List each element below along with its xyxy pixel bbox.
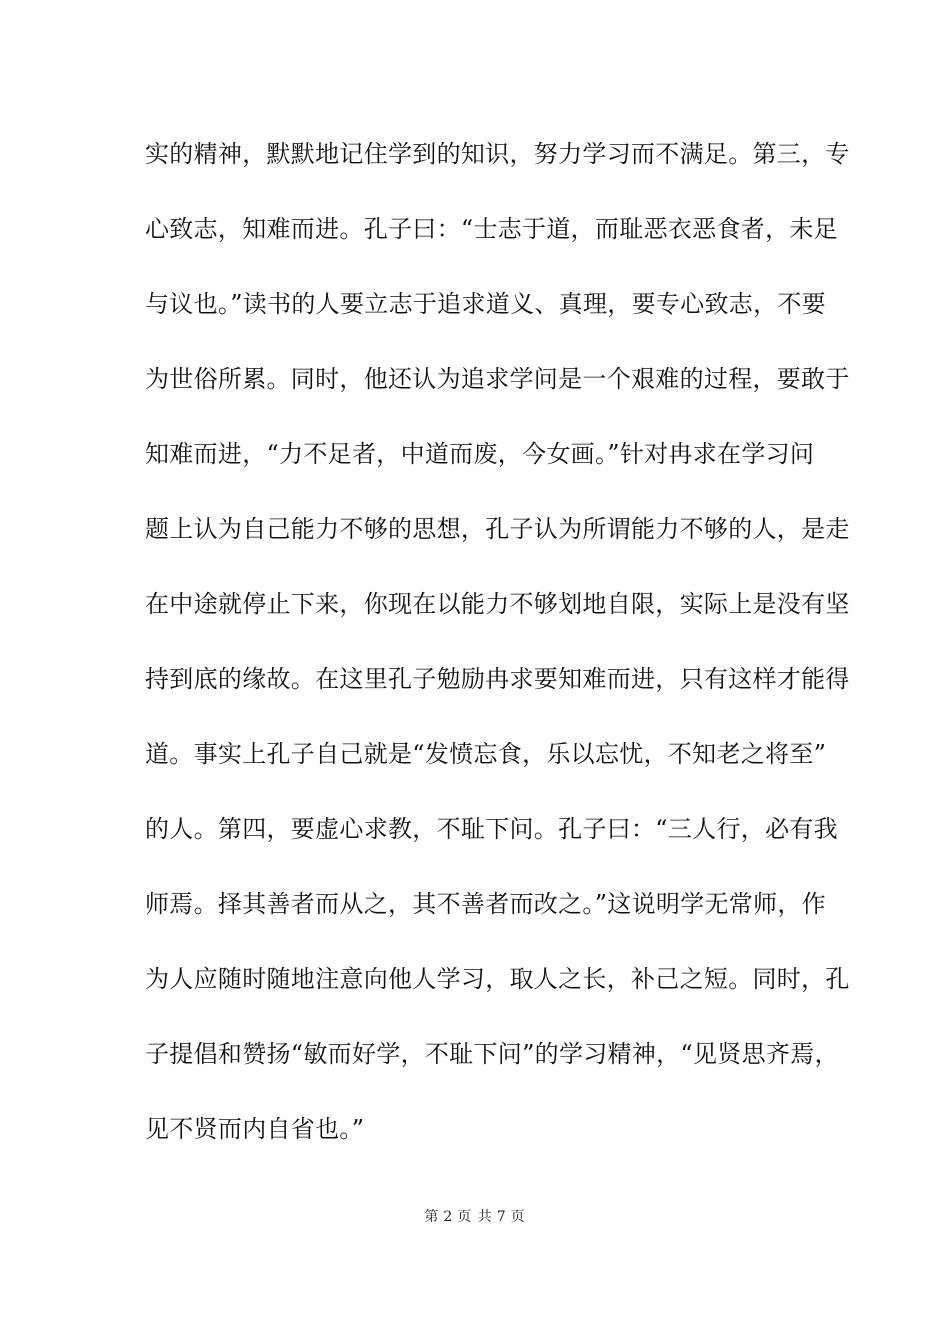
body-line-7: 在中途就停止下来，你现在以能力不够划地自限，实际上是没有坚: [145, 590, 850, 618]
footer-current-page: 2: [443, 1209, 454, 1225]
body-line-10: 的人。第四，要虚心求教，不耻下问。孔子曰：“三人行，必有我: [145, 815, 838, 843]
body-line-4: 为世俗所累。同时，他还认为追求学问是一个艰难的过程，要敢于: [145, 365, 850, 393]
body-line-9: 道。事实上孔子自己就是“发愤忘食，乐以忘忧，不知老之将至”: [145, 740, 827, 768]
page-footer: [0, 1207, 950, 1227]
footer-total-pages: 7: [496, 1209, 507, 1225]
body-line-12: 为人应随时随地注意向他人学习，取人之长，补己之短。同时，孔: [145, 965, 850, 993]
body-line-5: 知难而进，“力不足者，中道而废，今女画。”针对冉求在学习问: [145, 440, 815, 468]
body-line-1: 实的精神，默默地记住学到的知识，努力学习而不满足。第三，专: [145, 140, 850, 168]
body-line-13: 子提倡和赞扬“敏而好学，不耻下问”的学习精神，“见贤思齐焉，: [145, 1040, 839, 1068]
body-line-14: 见不贤而内自省也。”: [145, 1115, 365, 1143]
body-line-6: 题上认为自己能力不够的思想，孔子认为所谓能力不够的人，是走: [145, 515, 850, 543]
footer-suffix: 页: [510, 1209, 526, 1225]
body-line-3: 与议也。”读书的人要立志于追求道义、真理，要专心致志，不要: [145, 290, 826, 318]
footer-middle: 页 共: [457, 1209, 493, 1225]
body-line-11: 师焉。择其善者而从之，其不善者而改之。”这说明学无常师，作: [145, 890, 826, 918]
body-line-2: 心致志，知难而进。孔子曰：“士志于道，而耻恶衣恶食者，未足: [145, 215, 838, 243]
footer-prefix: 第: [424, 1209, 440, 1225]
body-line-8: 持到底的缘故。在这里孔子勉励冉求要知难而进，只有这样才能得: [145, 665, 850, 693]
